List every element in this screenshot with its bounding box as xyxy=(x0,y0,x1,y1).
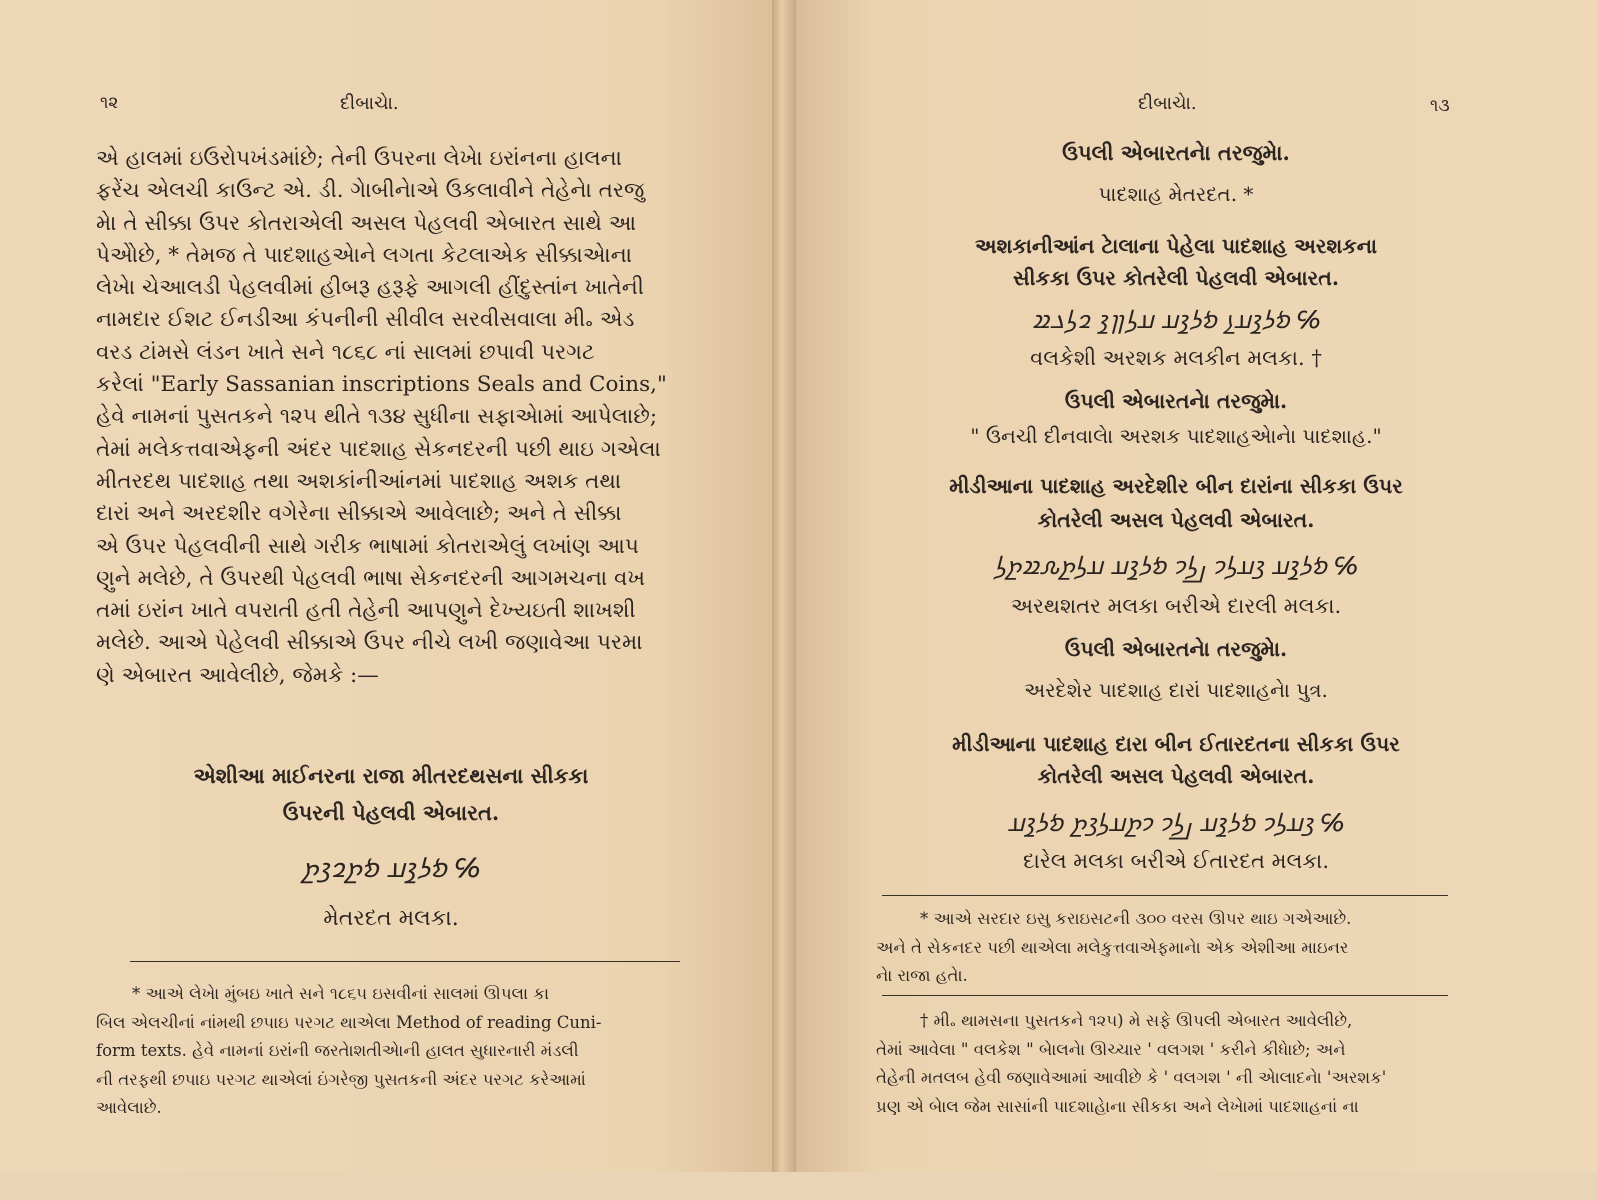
footnote-line: તેમાં આવેલા " વલકેશ " બેાલનેા ઊચ્ચાર ' વલગશ ' કરીને કીધેાછે; અને xyxy=(876,1039,1346,1059)
text-line: મલેછે. આએ પેહેલવી સીક્કાએ ઉપર નીચે લખી જણાવેઆ પરમા xyxy=(96,630,643,656)
page-number: ૧૨ xyxy=(100,93,119,113)
text-line: તમાં ઇરાંન ખાતે વપરાતી હતી તેહેની આપણુને દેખ્યઇતી શાખશી xyxy=(96,598,636,624)
transliteration: અરથશતર મલકા બરીએ દારલી મલકા. xyxy=(1010,594,1342,618)
pahlavi-inscription: 𐭬𐭫𐭪𐭠𐭭 𐭬𐭫𐭪𐭠 𐭠𐭫𐭹𐭪 𐭥𐭫𐭢𐭱 ℅ xyxy=(1031,306,1321,334)
page-bottom-edge xyxy=(0,1172,1597,1200)
inscription-heading: મીડીઆના પાદશાહ દારા બીન ઈતારદતના સીકકા ઉપર xyxy=(952,732,1400,756)
transliteration: મેતરદત મલકા. xyxy=(323,906,459,931)
footnote-line: પ્રણ એ બેાલ જેમ સાસાંની પાદશાહેાના સીકકા અને લેખેામાં પાદશાહનાં ના xyxy=(876,1096,1359,1116)
footnote-line: * આએ સરદાર ઇસુ કરાઇસટની ૩૦૦ વરસ ઊપર થાઇ ગએઆછે. xyxy=(920,909,1352,928)
inscription-heading: એશીઆ માઈનરના રાજા મીતરદથસના સીકકા xyxy=(193,763,589,788)
page-number: ૧૩ xyxy=(1430,96,1450,116)
translation-subtitle: પાદશાહ મેતરદત. * xyxy=(1098,182,1254,206)
text-line: નામદાર ઈશટ ઈનડીઆ કંપનીની સીવીલ સરવીસવાલા મી૰ એડ xyxy=(96,307,635,333)
text-line: દારાં અને અરદશીર વગેરેના સીક્કાએ આવેલાછે; અને તે સીક્કા xyxy=(96,501,622,527)
translation-title: ઉપલી એબારતનેા તરજુમેા. xyxy=(1062,140,1290,165)
text-line: લેખેા ચેઆલડી પેહલવીમાં હીબરૂ હરૂફે આગલી હીંદુસ્તાંન ખાતેની xyxy=(96,275,644,301)
left-page xyxy=(0,0,772,1185)
footnote-rule xyxy=(882,895,1448,896)
footnote-line: આવેલાછે. xyxy=(96,1098,162,1117)
inscription-heading: કોતરેલી અસલ પેહલવી એબારત. xyxy=(1037,764,1315,788)
text-line: કરેલાં "Early Sassanian inscriptions Seals and Coins," xyxy=(96,372,667,398)
text-line: ણુને મલેછે, તે ઉપરથી પેહલવી ભાષા સેકનદરની આગમચના વખ xyxy=(96,565,646,591)
translation-text: અરદેશેર પાદશાહ દારાં પાદશાહનેા પુત્ર. xyxy=(1024,678,1328,702)
text-line: વરડ ટાંમસે લંડન ખાતે સને ૧૮૬૮ નાં સાલમાં છપાવી પરગટ xyxy=(96,339,595,365)
inscription-heading: ઉપરની પેહલવી એબારત. xyxy=(282,800,500,825)
running-head: દીબાચેા. xyxy=(1138,93,1197,114)
body-paragraph xyxy=(96,143,686,692)
text-line: મીતરદથ પાદશાહ તથા અશકાંનીઆંનમાં પાદશાહ અશક તથા xyxy=(96,468,622,494)
text-line: એ હાલમાં ઇઉરોપખંડમાંછે; તેની ઉપરના લેખેા ઇરાંનના હાલના xyxy=(96,146,622,171)
text-line: મેા તે સીક્કા ઉપર કોતરાએલી અસલ પેહલવી એબારત સાથે આ xyxy=(96,210,637,236)
translation-title: ઉપલી એબારતનેા તરજુમેા. xyxy=(1064,637,1288,661)
text-line: ફરેંચ એલચી કાઉન્ટ એ. ડી. ગેાબીનેાએ ઉકલાવીને તેહેનેા તરજુ xyxy=(96,178,645,204)
text-line: હેવે નામનાં પુસતકને ૧૨૫ થીતે ૧૩૪ સુધીના સફાએામાં આપેલાછે; xyxy=(96,404,658,430)
footnote-line: બિલ એલચીનાં નાંમથી છપાઇ પરગટ થાએલા Method of reading Cuni- xyxy=(96,1012,602,1032)
footnote-line: * આએ લેખેા મુંબઇ ખાતે સને ૧૮૬૫ ઇસવીનાં સાલમાં ઊપલા કા xyxy=(132,984,549,1003)
footnote-line: form texts. હેવે નામનાં ઇરાંની જરતેાશતીએાની હાલત સુધારનારી મંડલી xyxy=(96,1041,579,1060)
translation-text: " ઉનચી દીનવાલેા અરશક પાદશાહએાનેા પાદશાહ." xyxy=(970,424,1382,448)
book-gutter xyxy=(772,0,796,1200)
footnote-line: ની તરફથી છપાઇ પરગટ થાએલાં ઇંગરેજી પુસતકની અંદર પરગટ કરેઆમાં xyxy=(96,1069,586,1089)
inscription-heading: કોતરેલી અસલ પેહલવી એબારત. xyxy=(1037,508,1315,532)
text-line: તેમાં મલેકત્તવાએફની અંદર પાદશાહ સેકનદરની પછી થાઇ ગએલા xyxy=(96,436,661,462)
footnote-rule xyxy=(130,961,680,962)
running-head: દીબાચેા. xyxy=(340,93,399,114)
transliteration: વલકેશી અરશક મલકીન મલકા. † xyxy=(1030,346,1322,370)
footnote-separator xyxy=(882,995,1448,996)
transliteration: દારેલ મલકા બરીએ ઈતારદત મલકા. xyxy=(1022,849,1330,873)
right-page xyxy=(796,0,1597,1185)
text-line: ણે એબારત આવેલીછે, જેમકે :— xyxy=(96,662,379,688)
footnote-line: નેા રાજા હતેા. xyxy=(876,966,968,985)
footnote-line: તેહેની મતલબ હેવી જણાવેઆમાં આવીછે કે ' વલગશ ' ની એાલાદનેા 'અરશક' xyxy=(876,1068,1387,1087)
inscription-heading: સીકકા ઉપર કોતરેલી પેહલવી એબારત. xyxy=(1013,266,1339,290)
inscription-heading: મીડીઆના પાદશાહ અરદેશીર બીન દારાંના સીકકા ઉપર xyxy=(949,474,1403,498)
pahlavi-inscription: 𐭬𐭫𐭪𐭠 𐭬𐭲𐭥𐭣𐭲 ℅ xyxy=(301,854,481,884)
inscription-heading: અશકાનીઆંન ટેાલાના પેહેલા પાદશાહ અરશકના xyxy=(974,234,1378,258)
text-line: પેએોછે, * તેમજ તે પાદશાહએાને લગતા કેટલાએક સીક્કાએાના xyxy=(96,242,632,268)
footnote-line: અને તે સેકનદર પછી થાએલા મલેકુત્તવાએફમાનેા એક એશીઆ માઇનર xyxy=(876,937,1349,957)
footnote xyxy=(876,905,1456,991)
footnote xyxy=(96,980,686,1123)
text-line: એ ઉપર પેહલવીની સાથે ગરીક ભાષામાં કોતરાએલું લખાંણ આપ xyxy=(96,533,639,559)
pahlavi-inscription: 𐭬𐭫𐭪𐭠 𐭣𐭠𐭫𐭩 𐭡𐭫𐭩 𐭬𐭫𐭪𐭠 𐭠𐭫𐭲𐭧𐭱𐭲𐭫 ℅ xyxy=(994,552,1358,580)
translation-title: ઉપલી એબારતનેા તરજુમેા. xyxy=(1064,389,1288,413)
pahlavi-inscription: 𐭣𐭠𐭫𐭩 𐭬𐭫𐭪𐭠 𐭡𐭫𐭩 𐭩𐭲𐭠𐭫𐭣𐭲 𐭬𐭫𐭪𐭠 ℅ xyxy=(1007,809,1345,837)
footnote xyxy=(876,1007,1456,1121)
footnote-line: † મી૰ થામસના પુસતકને ૧૨૫) મે સફે ઊપલી એબારત આવેલીછે, xyxy=(920,1011,1353,1030)
